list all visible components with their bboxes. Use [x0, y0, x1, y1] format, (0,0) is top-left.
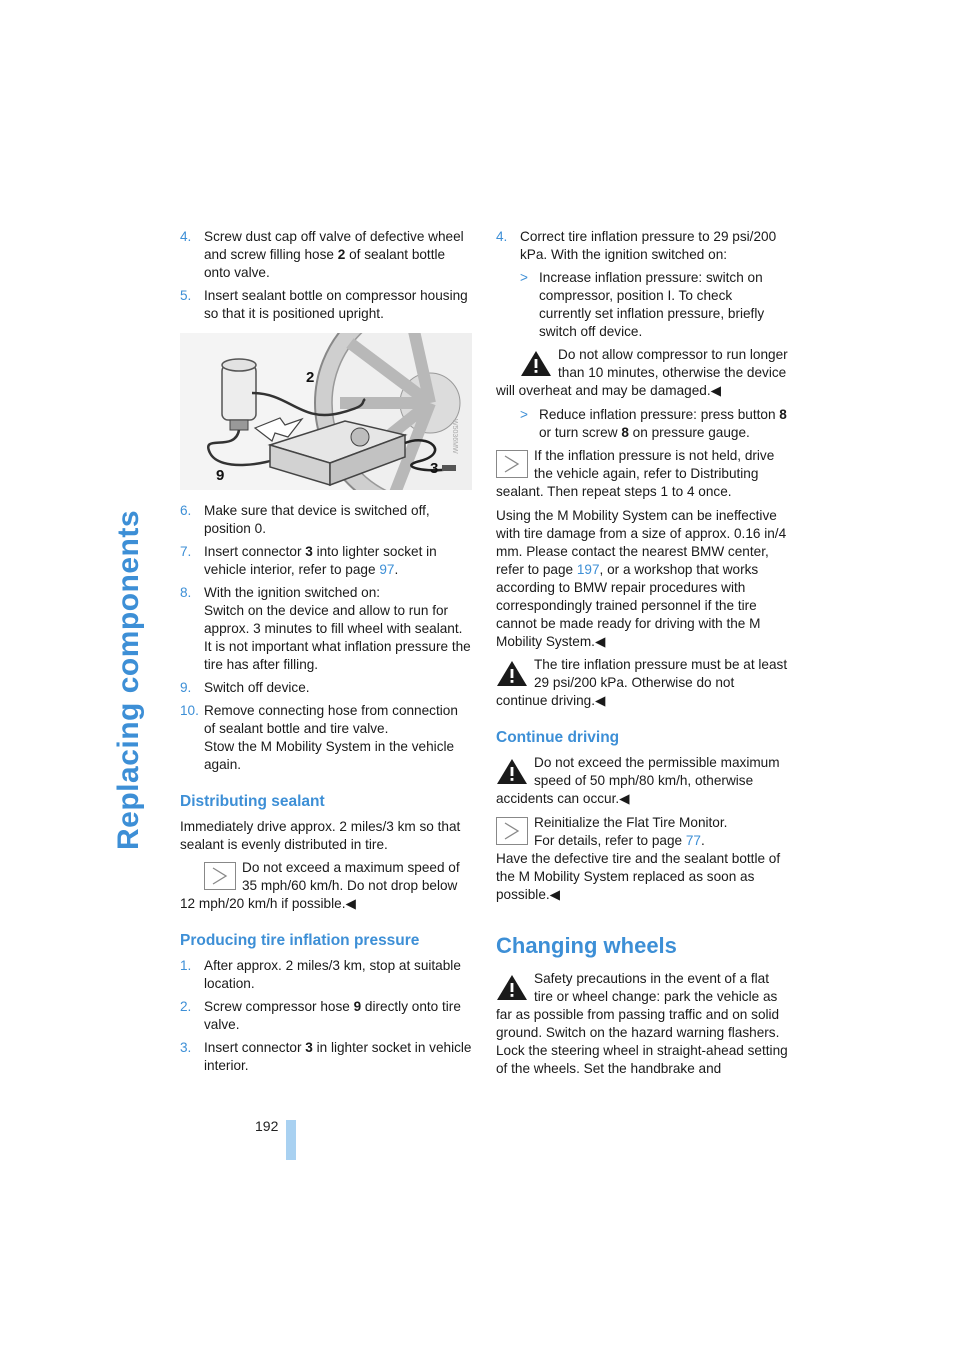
heading-distributing-sealant: Distributing sealant: [180, 793, 325, 810]
step-text: Insert connector 3 into lighter socket in vehicle interior, refer to page 97.: [204, 544, 437, 577]
note-box: [496, 447, 788, 501]
paragraph: Have the defective tire and the sealant bottle of the M Mobility System replaced as soon as possible.◀: [496, 851, 781, 902]
heading-producing-pressure: Producing tire inflation pressure: [180, 932, 420, 949]
paragraph: Using the M Mobility System can be ineffective with tire damage from a size of approx. 0.16 in/4 mm. Please contact the nearest BMW center, refer to page 197, or a workshop that works according to BMW repair procedures with correspondingly trained personnel if the tire cannot be made ready for driving with the M Mobility System.◀: [496, 508, 787, 649]
warning-box: [496, 970, 788, 1078]
step-item: [180, 543, 472, 579]
step-text: After approx. 2 miles/3 km, stop at suitable location.: [204, 958, 461, 991]
note-arrow-icon: [496, 817, 528, 845]
step-text: Insert connector 3 in lighter socket in vehicle interior.: [204, 1040, 472, 1073]
note-arrow-icon: [496, 450, 528, 478]
step-number: 7.: [180, 544, 192, 559]
step-text: Correct tire inflation pressure to 29 psi/200 kPa. With the ignition switched on:: [520, 229, 777, 262]
warning-triangle-icon: [520, 349, 552, 377]
step-item: [496, 228, 788, 264]
warning-triangle-icon: [496, 757, 528, 785]
note-arrow-icon: [204, 862, 236, 890]
warning-box: [496, 656, 788, 710]
page-number: 192: [255, 1118, 279, 1134]
warning-text: Safety precautions in the event of a flat tire or wheel change: park the vehicle as far as possible from passing traffic and on solid ground. Switch on the hazard warning flashers. Lock the steering wheel in straight-ahead setting of the wheels. Set the handbrake and: [496, 971, 788, 1076]
bullet-arrow: >: [520, 270, 528, 285]
step-number: 9.: [180, 680, 192, 695]
note-box: [496, 814, 788, 850]
step-number: 10.: [180, 703, 199, 718]
bullet-item: [496, 269, 788, 341]
note-text: For details, refer to page 77.: [534, 833, 705, 848]
step-item: [180, 1039, 472, 1075]
step-text: Screw compressor hose 9 directly onto tire valve.: [204, 999, 461, 1032]
step-text: Screw dust cap off valve of defective wheel and screw filling hose 2 of sealant bottle onto valve.: [204, 229, 464, 280]
step-item: [180, 287, 472, 323]
step-item: [180, 502, 472, 538]
step-text: With the ignition switched on: Switch on the device and allow to run for approx. 3 minutes to fill wheel with sealant. It is not important what inflation pressure the tire has after filling.: [204, 585, 471, 672]
warning-text: The tire inflation pressure must be at least 29 psi/200 kPa. Otherwise do not continue driving.◀: [496, 657, 788, 708]
section-title-vertical: [112, 230, 148, 1130]
step-item: [180, 584, 472, 674]
left-column: [180, 228, 472, 1080]
step-number: 4.: [180, 229, 192, 244]
note-box: [180, 859, 472, 913]
warning-triangle-icon: [496, 973, 528, 1001]
step-item: [180, 679, 472, 697]
callout-compressor-hose: 9: [216, 467, 225, 484]
warning-text: Do not allow compressor to run longer than 10 minutes, otherwise the device will overheat and may be damaged.◀: [496, 347, 788, 398]
bullet-arrow: >: [520, 407, 528, 422]
sealant-compressor-illustration: [180, 333, 472, 490]
note-text: Reinitialize the Flat Tire Monitor.: [534, 815, 728, 830]
note-text: Do not exceed a maximum speed of 35 mph/60 km/h. Do not drop below 12 mph/20 km/h if possible.◀: [180, 860, 460, 911]
heading-continue-driving: Continue driving: [496, 729, 620, 746]
page-link[interactable]: 97: [379, 562, 395, 577]
warning-triangle-icon: [496, 659, 528, 687]
page-marker-bar: [286, 1120, 296, 1160]
step-number: 5.: [180, 288, 192, 303]
step-number: 3.: [180, 1040, 192, 1055]
right-column: [496, 228, 788, 1084]
step-number: 8.: [180, 585, 192, 600]
page-link[interactable]: 77: [685, 833, 701, 848]
step-number: 2.: [180, 999, 192, 1014]
step-text: Insert sealant bottle on compressor housing so that it is positioned upright.: [204, 288, 468, 321]
bullet-item: > Reduce inflation pressure: press button 8 or turn screw 8 on pressure gauge.: [520, 407, 787, 440]
warning-box: [496, 754, 788, 808]
figure-watermark: W5036MW: [451, 419, 458, 454]
callout-connector: 3: [430, 460, 439, 477]
note-text: If the inflation pressure is not held, drive the vehicle again, refer to Distributing sealant. Then repeat steps 1 to 4 once.: [496, 448, 775, 499]
step-number: 4.: [496, 229, 508, 244]
step-text: Remove connecting hose from connection of sealant bottle and tire valve. Stow the M Mobility System in the vehicle again.: [204, 703, 458, 772]
step-item: [180, 957, 472, 993]
bullet-text: Increase inflation pressure: switch on compressor, position I. To check currently set inflation pressure, briefly switch off device.: [539, 270, 765, 339]
step-text: Make sure that device is switched off, position 0.: [204, 503, 430, 536]
step-number: 1.: [180, 958, 192, 973]
callout-hose: 2: [306, 369, 315, 386]
heading-changing-wheels: Changing wheels: [496, 933, 677, 958]
step-item: [180, 228, 472, 282]
paragraph: Immediately drive approx. 2 miles/3 km so that sealant is evenly distributed in tire.: [180, 819, 461, 852]
step-text: Switch off device.: [204, 680, 310, 695]
section-title: Replacing components: [112, 509, 145, 850]
warning-text: Do not exceed the permissible maximum speed of 50 mph/80 km/h, otherwise accidents can occur.◀: [496, 755, 780, 806]
page-link[interactable]: 197: [576, 562, 600, 577]
step-item: [180, 702, 472, 774]
step-number: 6.: [180, 503, 192, 518]
warning-box: [496, 346, 788, 400]
step-item: [180, 998, 472, 1034]
